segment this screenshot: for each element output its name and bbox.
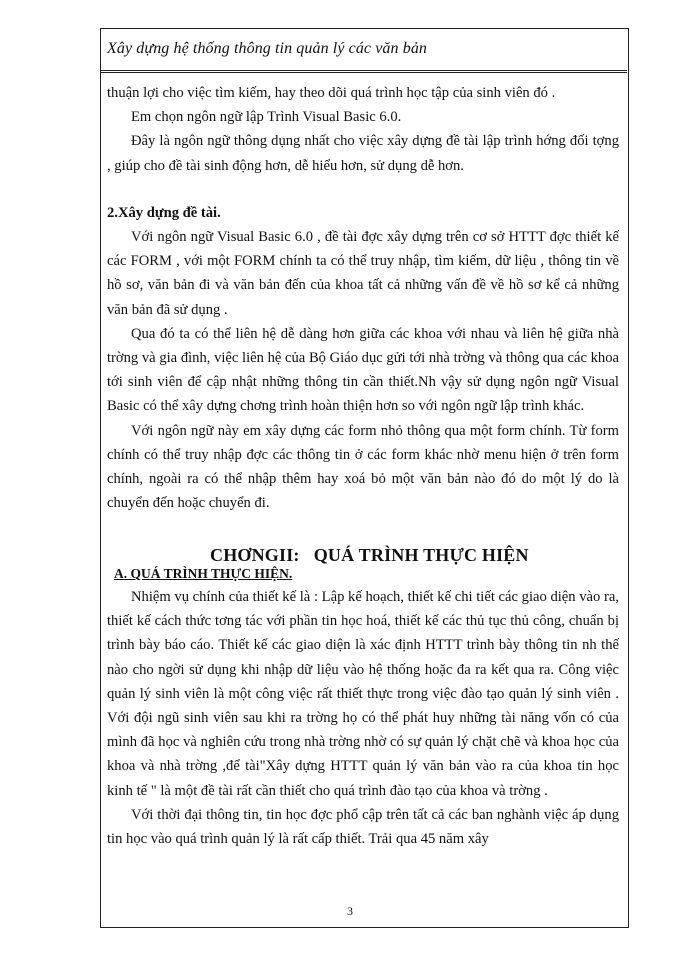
section-heading: 2.Xây dựng đề tài. (107, 204, 221, 221)
intro-line-1: thuận lợi cho việc tìm kiếm, hay theo dõi quá trình học tập của sinh viên đó . (107, 85, 556, 101)
chapter-title: CHƠNGII: QUÁ TRÌNH THỰC HIỆN (210, 545, 529, 565)
section-paragraph-3: Với ngôn ngữ này em xây dựng các form nhỏ thông qua một form chính. Từ form chính có thể truy nhập đợc các thông tin ở các form khác nhờ menu hiện ở trên form chính, ngoài ra có thể nhập thêm hay xoá bỏ một văn bản nào đó do một lý do là chuyển đến hoặc chuyển đi. (107, 422, 619, 512)
section-paragraph-1: Với ngôn ngữ Visual Basic 6.0 , đề tài đợc xây dựng trên cơ sở HTTT đợc thiết kế các FORM , với một FORM chính ta có thể truy nhập, tìm kiếm, dữ liệu , thông tin về hồ sơ, văn bản đi và văn bản đến của khoa tất cả những vấn đề về hồ sơ kể cả những văn bản đã sử dụng . (107, 229, 619, 318)
running-header: Xây dựng hệ thống thông tin quản lý các văn bản (107, 40, 428, 57)
intro-paragraph: Đây là ngôn ngữ thông dụng nhất cho việc xây dựng đề tài lập trình hớng đối tợng , giúp cho đề tài sinh động hơn, dễ hiểu hơn, sử dụng dễ hơn. (107, 133, 619, 174)
chapter-paragraph-2: Với thời đại thông tin, tin học đợc phổ cập trên tất cả các ban nghành việc áp dụng tin học vào quá trình quản lý là rất cấp thiết. Trải qua 45 năm xây (107, 806, 619, 848)
chapter-paragraph-1: Nhiệm vụ chính của thiết kế là : Lập kế hoạch, thiết kế chi tiết các giao diện vào ra, thiết kế cách thức tơng tác với phần tin học hoá, thiết kế các thủ tục thủ công, chuẩn bị trình bày báo cáo. Thiết kế các giao diện là xác định HTTT trình bày thông tin nh thế nào cho ngời sử dụng khi nhập dữ liệu vào hệ thống hoặc đa ra kết qua ra. Công việc quản lý sinh viên là một công việc rất thiết thực trong việc đào tạo quản lý sinh viên . Với đội ngũ sinh viên sau khi ra trờng họ có thể phát huy những tài năng vốn có của mình đã học và nghiên cứu trong nhà trờng nhờ có sự quản lý chặt chẽ và khoa học của khoa và nhà trờng ,để tài"Xây dựng HTTT quản lý văn bản vào ra của khoa tin học kinh tế " là một đề tài rất cần thiết cho quá trình đào tạo của khoa và trờng . (107, 589, 619, 799)
section-paragraph-2: Qua đó ta có thể liên hệ dễ dàng hơn giữa các khoa với nhau và liên hệ giữa nhà trờng và gia đình, việc liên hệ của Bộ Giáo dục gửi tới nhà trờng và thông qua các khoa tới sinh viên để cập nhật những thông tin cần thiết.Nh vậy sử dụng ngôn ngữ Visual Basic có thể xây dựng chơng trình hoàn thiện hơn so với ngôn ngữ lập trình khác. (107, 325, 619, 415)
header-rule (100, 70, 627, 73)
chapter-subheading: A. QUÁ TRÌNH THỰC HIỆN. (114, 566, 293, 581)
intro-line-2: Em chọn ngôn ngữ lập Trình Visual Basic 6.0. (131, 109, 402, 126)
body-text-bottom (107, 585, 619, 851)
body-text-top (107, 81, 619, 515)
page-number: 3 (347, 904, 353, 918)
